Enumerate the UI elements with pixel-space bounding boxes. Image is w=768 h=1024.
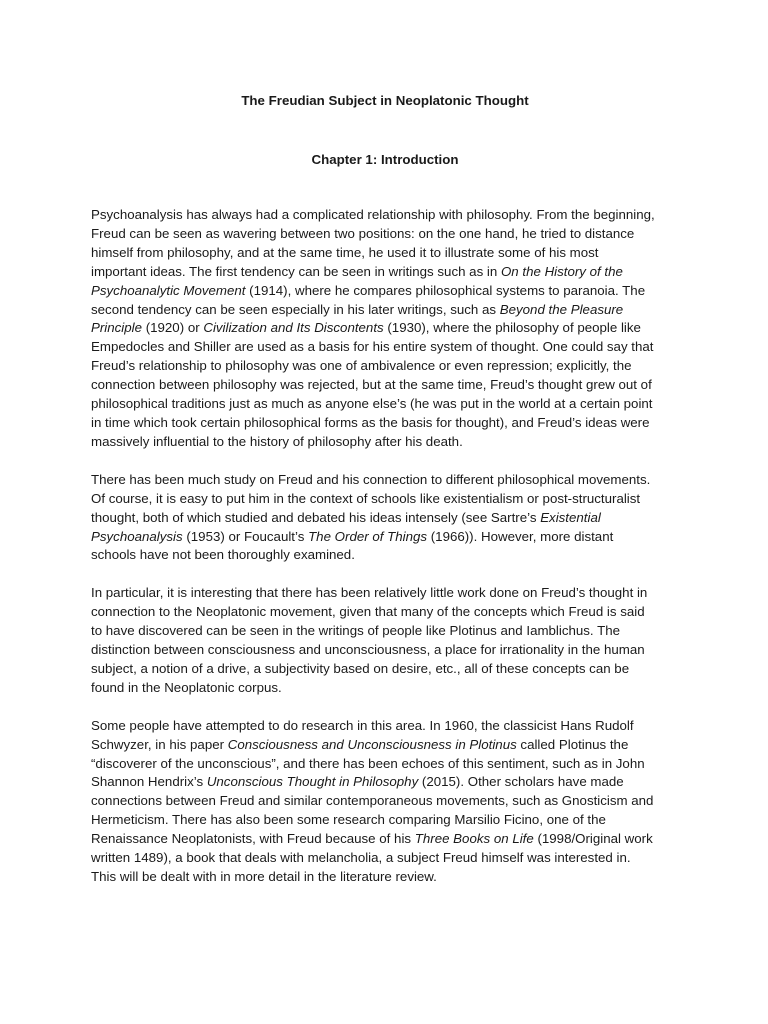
text-line	[91, 244, 679, 263]
text-run: (1914), where he compares philosophical systems to paranoia. The	[245, 282, 646, 298]
italic-title-text: Existential	[540, 509, 601, 525]
body-paragraph	[91, 206, 679, 452]
text-run: This will be dealt with in more detail in the literature review.	[91, 869, 437, 884]
italic-title-text: Three Books on Life	[414, 831, 534, 847]
text-line	[91, 433, 679, 452]
text-run: massively influential to the history of philosophy after his death.	[91, 433, 463, 449]
text-line	[91, 603, 679, 622]
text-run: second tendency can be seen especially in his later writings, such as	[91, 301, 500, 317]
text-run: thought, both of which studied and debated his ideas intensely (see Sartre’s	[91, 509, 541, 525]
italic-title-text: Beyond the Pleasure	[499, 301, 624, 317]
text-line	[91, 225, 679, 244]
text-run: in time which took certain philosophical forms as the basis for thought), and Freud’s ideas were	[91, 414, 650, 430]
text-line	[91, 849, 679, 868]
italic-title-text: Principle	[91, 320, 142, 336]
text-run: himself from philosophy, and at the same time, he used it to illustrate some of his most	[91, 244, 599, 260]
text-line	[91, 736, 679, 755]
chapter-heading: Chapter 1: Introduction	[311, 152, 459, 167]
text-line	[91, 490, 679, 509]
text-line	[91, 584, 679, 603]
text-line	[91, 414, 679, 433]
text-run: (1998/Original work	[533, 831, 653, 847]
text-line	[91, 773, 679, 792]
text-run: Freud can be seen as wavering between two positions: on the one hand, he tried to distance	[91, 225, 635, 241]
italic-title-text: On the History of the	[500, 263, 623, 279]
text-run: (1920) or	[142, 320, 204, 336]
italic-title-text: Psychoanalysis	[91, 528, 183, 544]
text-line	[91, 679, 679, 698]
text-run: to have discovered can be seen in the writings of people like Plotinus and Iamblichus. The	[91, 623, 620, 639]
text-run: called Plotinus the	[516, 736, 629, 752]
text-line	[91, 641, 679, 660]
text-run: “discoverer of the unconscious”, and there has been echoes of this sentiment, such as in John	[91, 755, 645, 771]
italic-title-text: Unconscious Thought in Philosophy	[206, 774, 419, 790]
text-line	[91, 509, 679, 528]
text-run: (1966)). However, more distant	[427, 528, 614, 544]
text-run: Freud’s relationship to philosophy was one of ambivalence or even repression; explicitly, the	[91, 358, 632, 374]
text-line	[91, 528, 679, 547]
text-run: distinction between consciousness and unconsciousness, a place for irrationality in the human	[91, 642, 645, 658]
text-line	[91, 319, 679, 338]
text-run: In particular, it is interesting that there has been relatively little work done on Freud’s thought in	[91, 585, 648, 601]
body-paragraph	[91, 584, 679, 697]
italic-title-text: The Order of Things	[308, 528, 428, 544]
text-line	[91, 546, 679, 565]
text-run: Some people have attempted to do research in this area. In 1960, the classicist Hans Rudolf	[91, 717, 634, 733]
text-run: (2015). Other scholars have made	[418, 774, 624, 790]
text-line	[91, 811, 679, 830]
text-line	[91, 282, 679, 301]
text-run: philosophical traditions just as much as anyone else’s (he was put in the world at a certain point	[91, 396, 653, 412]
text-run: Of course, it is easy to put him in the context of schools like existentialism or post-structuralist	[91, 490, 641, 506]
body-paragraph	[91, 471, 679, 566]
text-line	[91, 471, 679, 490]
text-run: connection to the Neoplatonic movement, given that many of the concepts which Freud is said	[91, 604, 645, 620]
text-line	[91, 206, 679, 225]
text-run: There has been much study on Freud and his connection to different philosophical movements.	[91, 471, 651, 487]
text-run: Shannon Hendrix’s	[91, 774, 207, 790]
text-line	[91, 622, 679, 641]
italic-title-text: Consciousness and Unconsciousness in Plotinus	[227, 736, 517, 752]
document-title: The Freudian Subject in Neoplatonic Thought	[241, 93, 529, 108]
text-run: Hermeticism. There has also been some research comparing Marsilio Ficino, one of the	[91, 812, 606, 828]
text-run: schools have not been thoroughly examined.	[91, 547, 355, 563]
text-run: written 1489), a book that deals with melancholia, a subject Freud himself was interested in.	[91, 850, 631, 866]
text-line	[91, 830, 679, 849]
document-page	[91, 91, 679, 906]
body-paragraph	[91, 717, 679, 887]
text-run: Psychoanalysis has always had a complicated relationship with philosophy. From the beginning,	[91, 207, 655, 222]
text-line	[91, 660, 679, 679]
text-line	[91, 338, 679, 357]
text-line	[91, 792, 679, 811]
text-line	[91, 263, 679, 282]
text-run: (1930), where the philosophy of people like	[383, 320, 641, 336]
text-run: Empedocles and Shiller are used as a basis for his entire system of thought. One could say that	[91, 339, 654, 355]
text-run: found in the Neoplatonic corpus.	[91, 679, 282, 695]
italic-title-text: Civilization and Its Discontents	[203, 320, 384, 336]
italic-title-text: Psychoanalytic Movement	[91, 282, 246, 298]
text-line	[91, 868, 679, 887]
text-line	[91, 755, 679, 774]
text-run: (1953) or Foucault’s	[182, 528, 309, 544]
text-line	[91, 717, 679, 736]
text-line	[91, 357, 679, 376]
text-line	[91, 301, 679, 320]
text-run: important ideas. The first tendency can be seen in writings such as in	[91, 263, 501, 279]
text-run: subject, a notion of a drive, a subjectivity based on desire, etc., all of these concepts can be	[91, 660, 630, 676]
text-run: Renaissance Neoplatonists, with Freud because of his	[91, 831, 415, 847]
text-line	[91, 395, 679, 414]
text-run: Schwyzer, in his paper	[91, 736, 228, 752]
document-body	[91, 206, 679, 887]
text-run: connections between Freud and similar contemporaneous movements, such as Gnosticism and	[91, 793, 654, 809]
text-run: connection between philosophy was rejected, but at the same time, Freud’s thought grew out of	[91, 377, 652, 393]
text-line	[91, 376, 679, 395]
